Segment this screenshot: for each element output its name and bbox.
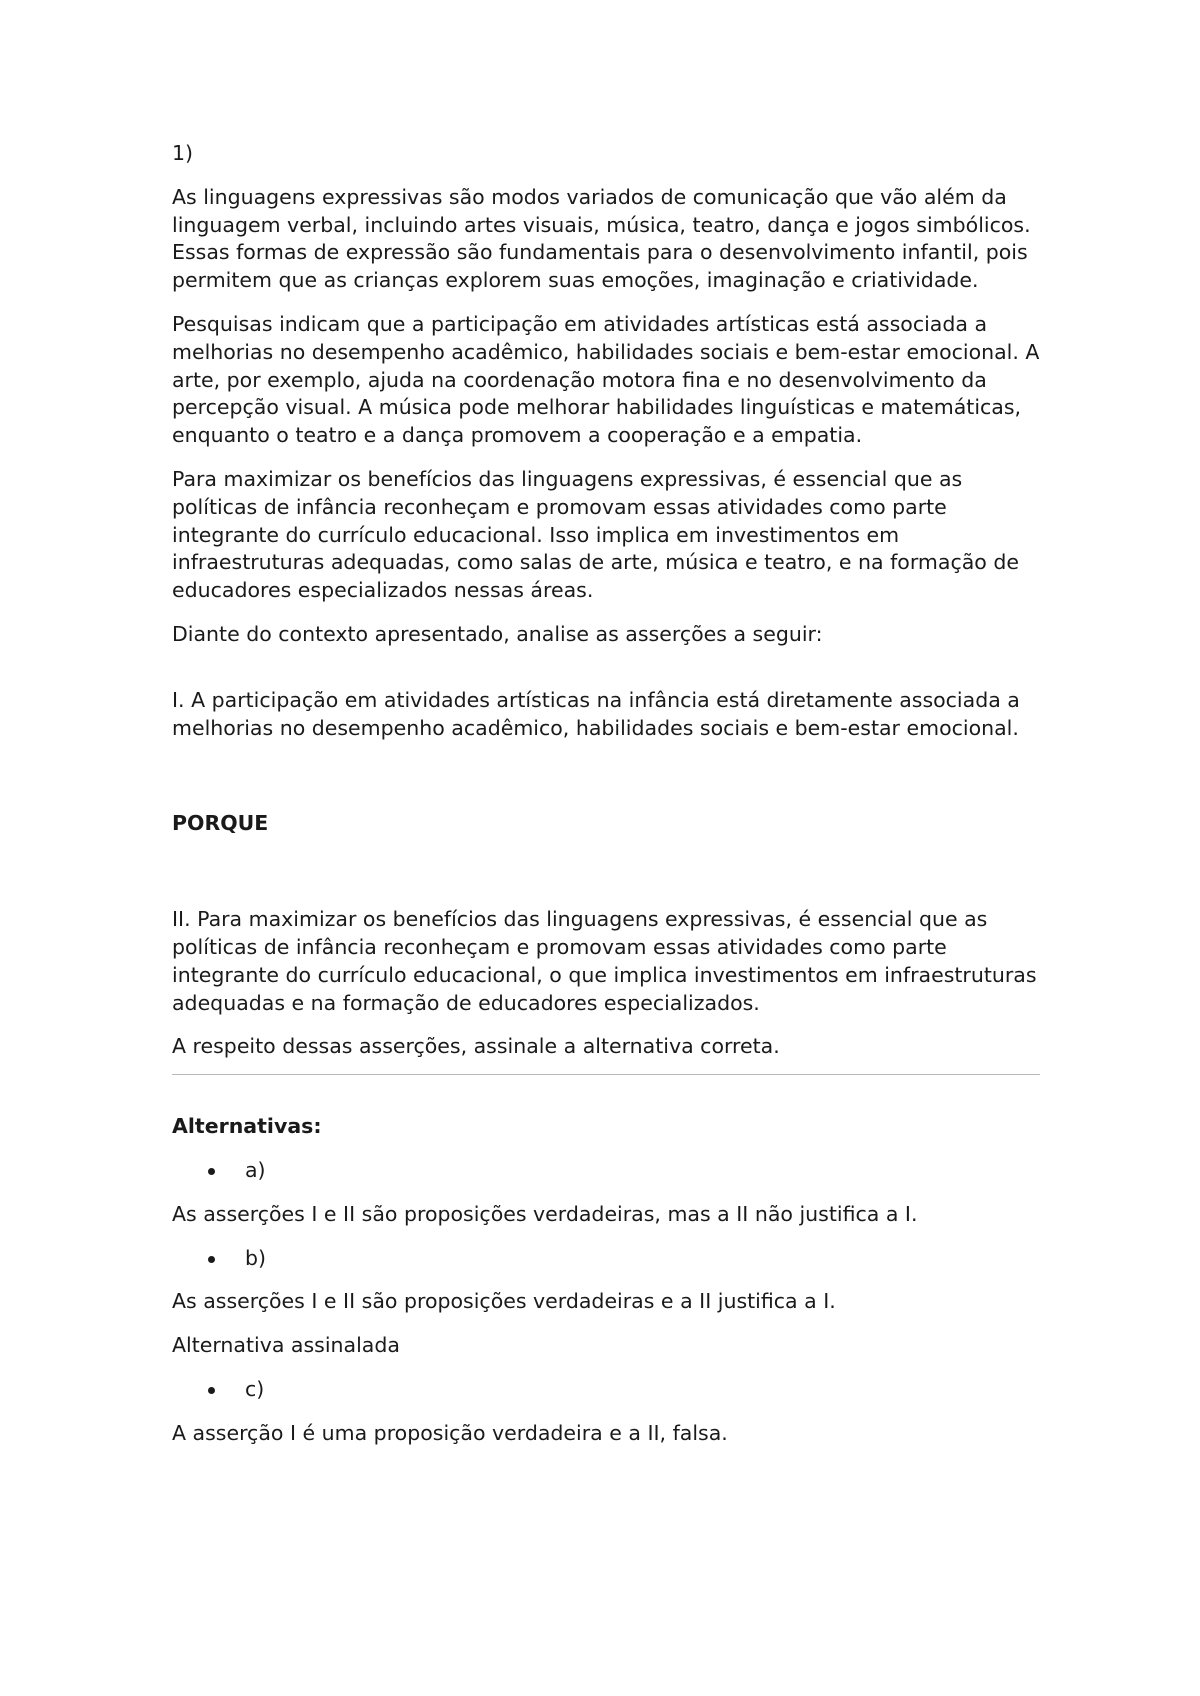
context-paragraph: Para maximizar os benefícios das linguagens expressivas, é essencial que as políticas de infância reconheçam e promovam essas atividades como parte integrante do currículo educacional. Isso implica em investimentos em infraestruturas adequadas, como salas de arte, música e teatro, e na formação de educadores especializados nessas áreas. xyxy=(172,466,1019,603)
assertion-two: II. Para maximizar os benefícios das linguagens expressivas, é essencial que as políticas de infância reconheçam e promovam essas atividades como parte integrante do currículo educacional, o que implica investimentos em infraestruturas adequadas e na formação de educadores especializados. xyxy=(172,907,1037,1015)
bullet-icon xyxy=(208,1256,215,1263)
alternative-c-text[interactable]: A asserção I é uma proposição verdadeira e a II, falsa. xyxy=(172,1420,728,1445)
context-paragraph: Pesquisas indicam que a participação em atividades artísticas está associada a melhorias no desempenho acadêmico, habilidades sociais e bem-estar emocional. A arte, por exemplo, ajuda na coordenação motora fina e no desenvolvimento da percepção visual. A música pode melhorar habilidades linguísticas e matemáticas, enquanto o teatro e a dança promovem a cooperação e a empatia. xyxy=(172,311,1040,448)
bullet-icon xyxy=(208,1168,215,1175)
alternative-letter: c) xyxy=(245,1376,265,1401)
alternative-a-letter[interactable] xyxy=(172,1157,1040,1185)
alternative-b-letter[interactable] xyxy=(172,1245,1040,1273)
instruction-text: A respeito dessas asserções, assinale a alternativa correta. xyxy=(172,1034,780,1059)
section-divider xyxy=(172,1074,1040,1075)
connector-porque: PORQUE xyxy=(172,811,269,836)
selected-alternative-note: Alternativa assinalada xyxy=(172,1333,400,1358)
lead-in-text: Diante do contexto apresentado, analise as asserções a seguir: xyxy=(172,621,823,646)
alternative-a-text[interactable]: As asserções I e II são proposições verdadeiras, mas a II não justifica a I. xyxy=(172,1201,918,1226)
alternative-b-text[interactable]: As asserções I e II são proposições verdadeiras e a II justifica a I. xyxy=(172,1289,836,1314)
document-page xyxy=(172,140,1040,1464)
alternative-letter: a) xyxy=(245,1157,266,1182)
assertion-one: I. A participação em atividades artísticas na infância está diretamente associada a melhorias no desempenho acadêmico, habilidades sociais e bem-estar emocional. xyxy=(172,687,1020,740)
bullet-icon xyxy=(208,1387,215,1394)
alternative-c-letter[interactable] xyxy=(172,1376,1040,1404)
context-paragraph: As linguagens expressivas são modos variados de comunicação que vão além da linguagem verbal, incluindo artes visuais, música, teatro, dança e jogos simbólicos. Essas formas de expressão são fundamentais para o desenvolvimento infantil, pois permitem que as crianças explorem suas emoções, imaginação e criatividade. xyxy=(172,184,1031,293)
alternatives-heading: Alternativas: xyxy=(172,1114,322,1139)
question-number: 1) xyxy=(172,141,194,165)
alternative-letter: b) xyxy=(245,1245,267,1270)
